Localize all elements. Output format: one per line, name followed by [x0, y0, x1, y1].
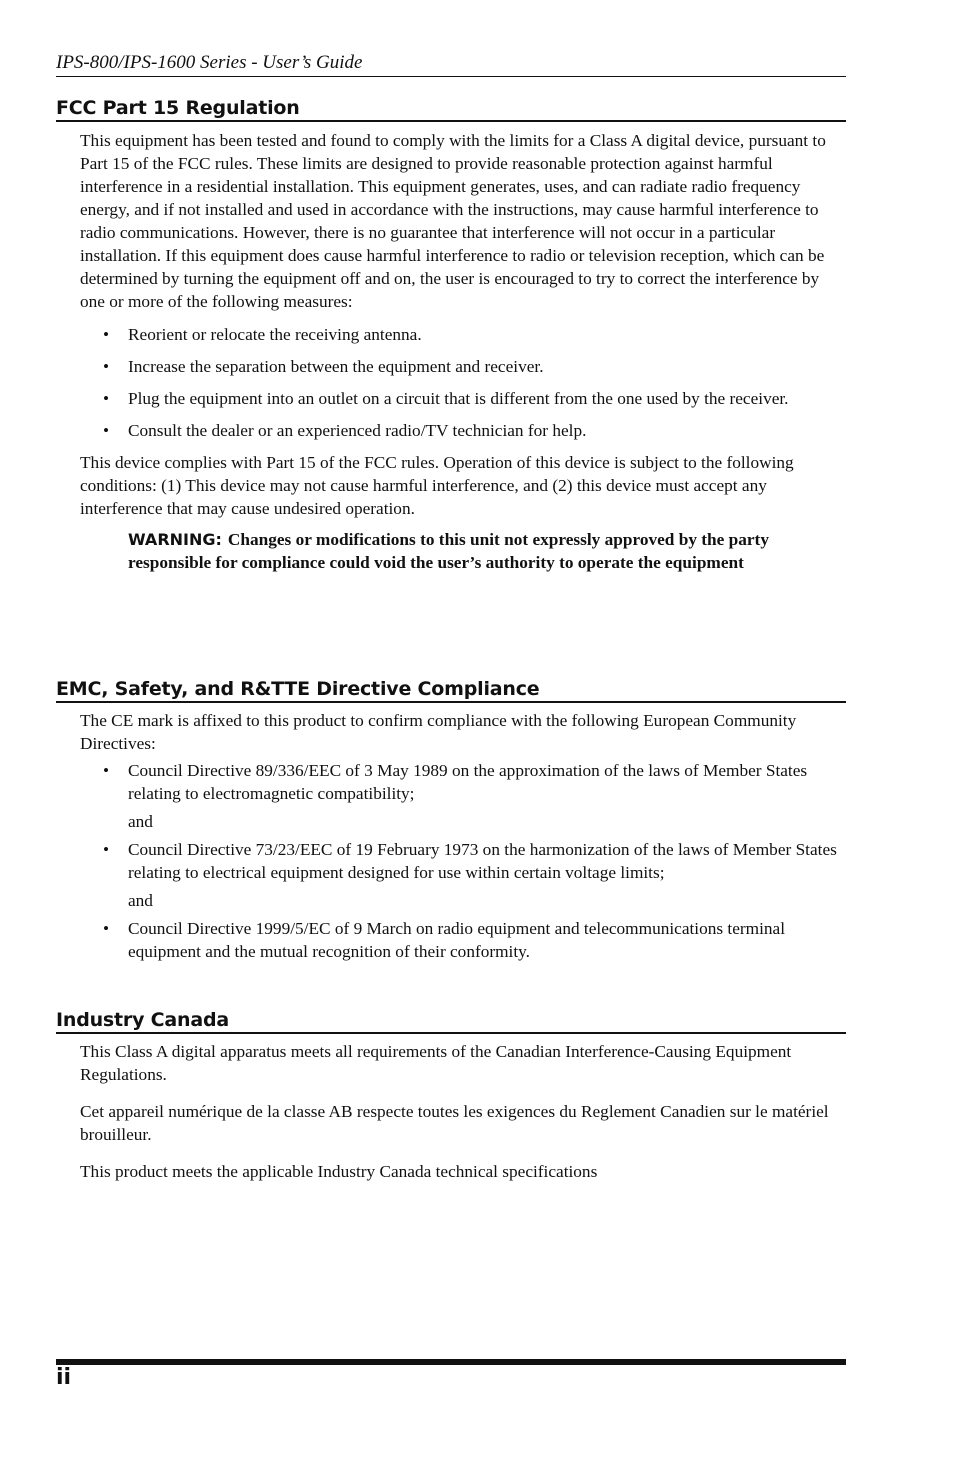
bullet-icon: •	[103, 761, 110, 780]
canada-paragraph-english: This Class A digital apparatus meets all requirements of the Canadian Interference-Causing Equipment Regulations.	[80, 1042, 792, 1084]
emc-directives-list	[56, 759, 846, 963]
warning-note	[128, 528, 828, 574]
fcc-compliance-paragraph: This device complies with Part 15 of the FCC rules. Operation of this device is subject to the following conditions: (1) This device may not cause harmful interference, and (2) this device must accept any interference that may cause undesired operation.	[80, 453, 794, 518]
list-item	[56, 917, 846, 963]
bullet-icon: •	[103, 840, 110, 859]
bullet-icon: •	[103, 357, 110, 376]
and-connector: and	[128, 812, 153, 831]
industry-canada-section	[56, 1008, 846, 1183]
bullet-icon: •	[103, 919, 110, 938]
fcc-section-title: FCC Part 15 Regulation	[56, 96, 846, 122]
emc-intro-paragraph: The CE mark is affixed to this product to confirm compliance with the following European Community Directives:	[80, 711, 797, 753]
bullet-icon: •	[103, 421, 110, 440]
bullet-icon: •	[103, 389, 110, 408]
list-item	[56, 387, 846, 410]
list-item-text: Council Directive 89/336/EEC of 3 May 1989 on the approximation of the laws of Member States relating to electromagnetic compatibility;	[128, 761, 808, 803]
page-number: ii	[56, 1365, 72, 1390]
list-item-text: Council Directive 1999/5/EC of 9 March on radio equipment and telecommunications terminal equipment and the mutual recognition of their conformity.	[128, 919, 785, 961]
bullet-icon: •	[103, 325, 110, 344]
fcc-section	[56, 96, 846, 574]
emc-section	[56, 677, 846, 963]
warning-text: Changes or modifications to this unit not expressly approved by the party responsible for compliance could void the user’s authority to operate the equipment	[128, 530, 769, 572]
list-item-text: Plug the equipment into an outlet on a circuit that is different from the one used by the receiver.	[128, 389, 789, 408]
list-item-text: Increase the separation between the equipment and receiver.	[128, 357, 544, 376]
list-item-text: Council Directive 73/23/EEC of 19 February 1973 on the harmonization of the laws of Member States relating to electrical equipment designed for use within certain voltage limits;	[128, 840, 837, 882]
list-item	[56, 838, 846, 884]
warning-label: WARNING:	[128, 530, 222, 549]
running-header: IPS-800/IPS-1600 Series - User’s Guide	[56, 51, 846, 77]
and-connector: and	[128, 891, 153, 910]
canada-paragraph-french: Cet appareil numérique de la classe AB respecte toutes les exigences du Reglement Canadien sur le matériel brouilleur.	[80, 1102, 829, 1144]
fcc-measures-list	[56, 323, 846, 442]
footer-rule	[56, 1359, 846, 1365]
canada-paragraph-specifications: This product meets the applicable Industry Canada technical specifications	[80, 1162, 598, 1181]
list-item-text: Reorient or relocate the receiving antenna.	[128, 325, 422, 344]
fcc-intro-paragraph: This equipment has been tested and found to comply with the limits for a Class A digital device, pursuant to Part 15 of the FCC rules. These limits are designed to provide reasonable protection against harmful interference in a residential installation. This equipment generates, uses, and can radiate radio frequency energy, and if not installed and used in accordance with the instructions, may cause harmful interference to radio communications. However, there is no guarantee that interference will not occur in a particular installation. If this equipment does cause harmful interference to radio or television reception, which can be determined by turning the equipment off and on, the user is encouraged to try to correct the interference by one or more of the following measures:	[80, 131, 826, 311]
list-item	[56, 323, 846, 346]
emc-section-title: EMC, Safety, and R&TTE Directive Compliance	[56, 677, 846, 703]
list-item	[56, 355, 846, 378]
list-item-text: Consult the dealer or an experienced radio/TV technician for help.	[128, 421, 587, 440]
list-item	[56, 419, 846, 442]
industry-canada-section-title: Industry Canada	[56, 1008, 846, 1034]
list-item	[56, 759, 846, 805]
